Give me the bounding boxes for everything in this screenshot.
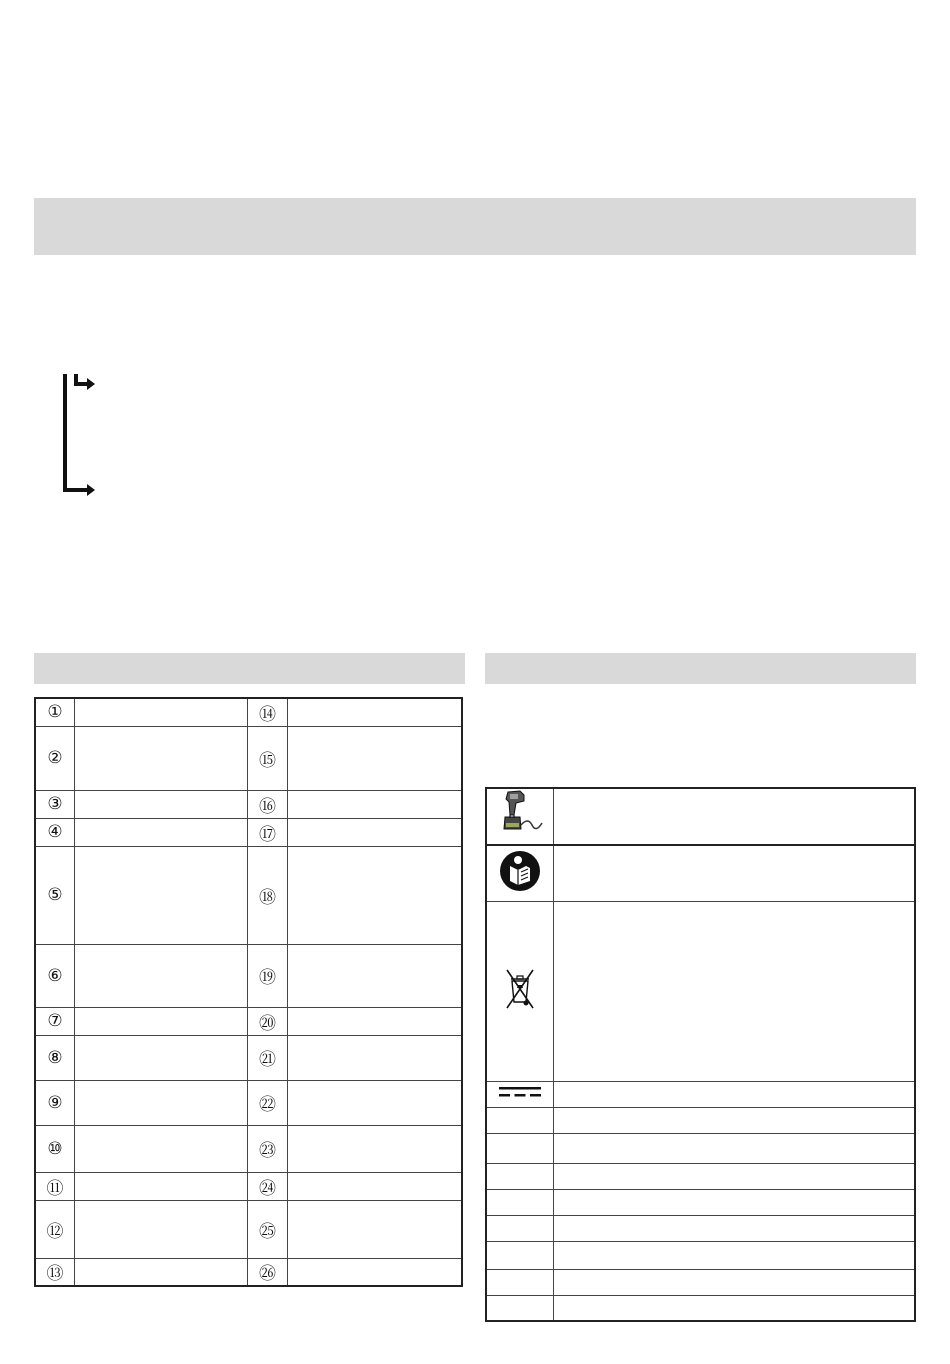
bracket-arrow-icon [58, 372, 98, 496]
symbol-description [553, 1215, 915, 1241]
part-number: ⑰ [248, 818, 287, 846]
part-number: ⑮ [248, 726, 287, 790]
table-row [35, 1080, 462, 1125]
symbol-description [553, 788, 915, 845]
part-number: ② [35, 726, 75, 790]
part-description [287, 944, 462, 1007]
part-number: ⑩ [35, 1125, 75, 1172]
symbol-cell [486, 1241, 553, 1269]
symbol-description [553, 1295, 915, 1321]
symbol-cell [486, 1107, 553, 1133]
part-description [287, 1080, 462, 1125]
part-description [287, 846, 462, 944]
part-description [287, 1125, 462, 1172]
part-description [287, 1172, 462, 1200]
table-row [486, 1107, 915, 1133]
part-description [75, 1080, 248, 1125]
part-number: ⑪ [35, 1172, 75, 1200]
read-manual-icon [499, 850, 541, 892]
part-description [75, 1125, 248, 1172]
part-description [75, 846, 248, 944]
part-description [287, 1035, 462, 1080]
part-number: ⑬ [35, 1258, 75, 1286]
part-description [75, 1200, 248, 1258]
symbol-description [553, 1269, 915, 1295]
part-description [75, 1035, 248, 1080]
symbol-description [553, 845, 915, 901]
part-number: ㉕ [248, 1200, 287, 1258]
table-row [486, 1163, 915, 1189]
part-description [75, 698, 248, 726]
part-number: ⑲ [248, 944, 287, 1007]
part-description [287, 726, 462, 790]
part-number: ㉒ [248, 1080, 287, 1125]
part-number: ⑫ [35, 1200, 75, 1258]
symbol-description [553, 1107, 915, 1133]
table-row [486, 1081, 915, 1107]
table-row [35, 846, 462, 944]
symbol-cell [486, 1269, 553, 1295]
part-number: ⑯ [248, 790, 287, 818]
symbol-description [553, 1241, 915, 1269]
symbol-cell [486, 901, 553, 1081]
part-description [75, 726, 248, 790]
table-row [35, 1200, 462, 1258]
part-description [287, 1007, 462, 1035]
symbol-cell [486, 1163, 553, 1189]
symbol-cell [486, 1295, 553, 1321]
table-row [486, 1295, 915, 1321]
part-description [287, 790, 462, 818]
section-header-bar [34, 198, 916, 255]
table-row [486, 845, 915, 901]
part-number: ⑭ [248, 698, 287, 726]
symbol-cell [486, 1081, 553, 1107]
table-row [35, 1172, 462, 1200]
table-row [35, 1125, 462, 1172]
symbol-description [553, 1081, 915, 1107]
table-row [35, 944, 462, 1007]
symbols-table [485, 787, 916, 1322]
part-number: ⑳ [248, 1007, 287, 1035]
table-row [486, 1133, 915, 1163]
table-row [486, 1269, 915, 1295]
part-number: ① [35, 698, 75, 726]
symbol-description [553, 1163, 915, 1189]
table-row [35, 1007, 462, 1035]
table-row [486, 1241, 915, 1269]
table-row [486, 901, 915, 1081]
part-number: ⑱ [248, 846, 287, 944]
symbol-description [553, 1133, 915, 1163]
symbol-cell [486, 788, 553, 845]
crossed-out-wheelie-bin-icon [499, 966, 541, 1012]
part-number: ⑧ [35, 1035, 75, 1080]
cordless-impact-driver-icon [494, 789, 546, 839]
part-description [75, 1258, 248, 1286]
symbols-section-header-bar [485, 653, 916, 684]
part-number: ㉓ [248, 1125, 287, 1172]
part-number: ⑤ [35, 846, 75, 944]
symbol-description [553, 901, 915, 1081]
symbol-cell [486, 1189, 553, 1215]
part-number: ⑨ [35, 1080, 75, 1125]
parts-table [34, 697, 463, 1287]
part-description [287, 1258, 462, 1286]
symbol-cell [486, 845, 553, 901]
table-row [35, 1258, 462, 1286]
symbol-description [553, 1189, 915, 1215]
part-description [287, 818, 462, 846]
part-description [287, 1200, 462, 1258]
table-row [35, 1035, 462, 1080]
table-row [35, 818, 462, 846]
table-row [486, 1215, 915, 1241]
part-number: ㉑ [248, 1035, 287, 1080]
part-description [75, 1007, 248, 1035]
direct-current-icon [498, 1085, 542, 1099]
part-description [75, 790, 248, 818]
part-number: ㉖ [248, 1258, 287, 1286]
table-row [486, 1189, 915, 1215]
table-row [486, 788, 915, 845]
part-description [75, 944, 248, 1007]
part-number: ③ [35, 790, 75, 818]
table-row [35, 698, 462, 726]
parts-section-header-bar [34, 653, 465, 684]
part-number: ㉔ [248, 1172, 287, 1200]
part-description [75, 1172, 248, 1200]
table-row [35, 790, 462, 818]
symbol-cell [486, 1215, 553, 1241]
symbol-cell [486, 1133, 553, 1163]
part-description [287, 698, 462, 726]
part-description [75, 818, 248, 846]
part-number: ⑥ [35, 944, 75, 1007]
part-number: ⑦ [35, 1007, 75, 1035]
table-row [35, 726, 462, 790]
part-number: ④ [35, 818, 75, 846]
